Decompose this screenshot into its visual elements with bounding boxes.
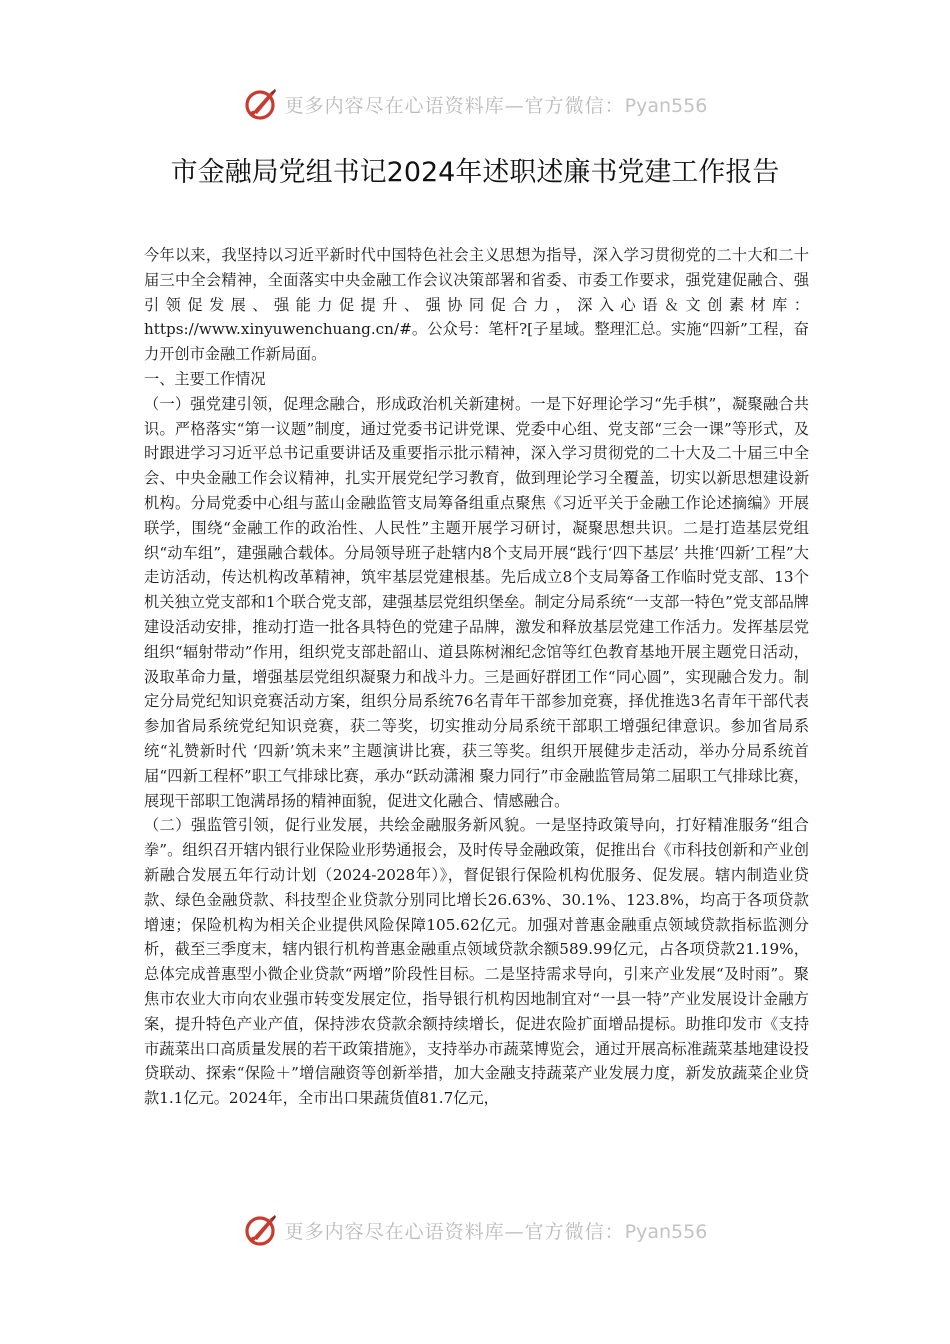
paragraph-supervision: （二）强监管引领，促行业发展，共绘金融服务新风貌。一是坚持政策导向，打好精准服务“组合拳”。组织召开辖内银行业保险业形势通报会，及时传导金融政策，促推出台《市科技创新和产业创新融合发展五年行动计划（2024-2028年）》，督促银行保险机构优服务、促发展。辖内制造业贷款、绿色金融贷款、科技型企业贷款分别同比增长26.63%、30.1%、123.8%，均高于各项贷款增速；保险机构为相关企业提供风险保障105.62亿元。加强对普惠金融重点领域贷款指标监测分析，截至三季度末，辖内银行机构普惠金融重点领域贷款余额589.99亿元，占各项贷款21.19%，总体完成普惠型小微企业贷款“两增”阶段性目标。二是坚持需求导向，引来产业发展“及时雨”。聚焦市农业大市向农业强市转变发展定位，指导银行机构因地制宜对“一县一特”产业发展设计金融方案，提升特色产业产值，保持涉农贷款余额持续增长，促进农险扩面增品提标。助推印发市《支持市蔬菜出口高质量发展的若干政策措施》，支持举办市蔬菜博览会，通过开展高标准蔬菜基地建设投贷联动、探索“保险＋”增信融资等创新举措，加大金融支持蔬菜产业发展力度，新发放蔬菜企业贷款1.1亿元。2024年，全市出口果蔬货值81.7亿元， xyxy=(144,816,809,1108)
wechat-id: Pyan556 xyxy=(624,1220,708,1243)
banner-text xyxy=(285,1217,708,1244)
banner-text xyxy=(285,91,708,118)
document-body xyxy=(144,243,809,1111)
brush-logo-icon xyxy=(243,1212,279,1248)
banner-slogan: 更多内容尽在心语资料库—官方微信： xyxy=(284,1220,625,1243)
page-title: 市金融局党组书记2024年述职述廉书党建工作报告 xyxy=(170,157,780,188)
banner-slogan: 更多内容尽在心语资料库—官方微信： xyxy=(284,94,625,117)
header-banner xyxy=(0,84,950,124)
paragraph-intro: 今年以来，我坚持以习近平新时代中国特色社会主义思想为指导，深入学习贯彻党的二十大和二十届三中全会精神，全面落实中央金融工作会议决策部署和省委、市委工作要求，强党建促融合、强引领促发展、强能力促提升、强协同促合力，深入心语＆文创素材库：https://www.xinyuwenchuang.cn/#。公众号：笔杆?[子星域。整理汇总。实施“四新”工程，奋力开创市金融工作新局面。 xyxy=(144,246,809,364)
footer-banner xyxy=(0,1210,950,1250)
section-heading: 一、主要工作情况 xyxy=(144,369,266,388)
brush-logo-icon xyxy=(243,86,279,122)
wechat-id: Pyan556 xyxy=(624,94,708,117)
paragraph-party-building: （一）强党建引领，促理念融合，形成政治机关新建树。一是下好理论学习“先手棋”，凝聚融合共识。严格落实“第一议题”制度，通过党委书记讲党课、党委中心组、党支部“三会一课”等形式，及时跟进学习习近平总书记重要讲话及重要指示批示精神，深入学习贯彻党的二十大及二十届三中全会、中央金融工作会议精神，扎实开展党纪学习教育，做到理论学习全覆盖，切实以新思想建设新机构。分局党委中心组与蓝山金融监管支局筹备组重点聚焦《习近平关于金融工作论述摘编》开展联学，围绕“金融工作的政治性、人民性”主题开展学习研讨，凝聚思想共识。二是打造基层党组织“动车组”，建强融合载体。分局领导班子赴辖内8个支局开展“践行‘四下基层’ 共推‘四新’工程”大走访活动，传达机构改革精神，筑牢基层党建根基。先后成立8个支局筹备工作临时党支部、13个机关独立党支部和1个联合党支部，建强基层党组织堡垒。制定分局系统“一支部一特色”党支部品牌建设活动安排，推动打造一批各具特色的党建子品牌，激发和释放基层党建工作活力。发挥基层党组织“辐射带动”作用，组织党支部赴韶山、道县陈树湘纪念馆等红色教育基地开展主题党日活动，汲取革命力量，增强基层党组织凝聚力和战斗力。三是画好群团工作“同心圆”，实现融合发力。制定分局党纪知识竞赛活动方案，组织分局系统76名青年干部参加竞赛，择优推选3名青年干部代表参加省局系统党纪知识竞赛，获二等奖，切实推动分局系统干部职工增强纪律意识。参加省局系统“礼赞新时代 ‘四新’筑未来”主题演讲比赛，获三等奖。组织开展健步走活动，举办分局系统首届“四新工程杯”职工气排球比赛，承办“跃动潇湘 聚力同行”市金融监管局第二届职工气排球比赛，展现干部职工饱满昂扬的精神面貌，促进文化融合、情感融合。 xyxy=(144,394,809,810)
